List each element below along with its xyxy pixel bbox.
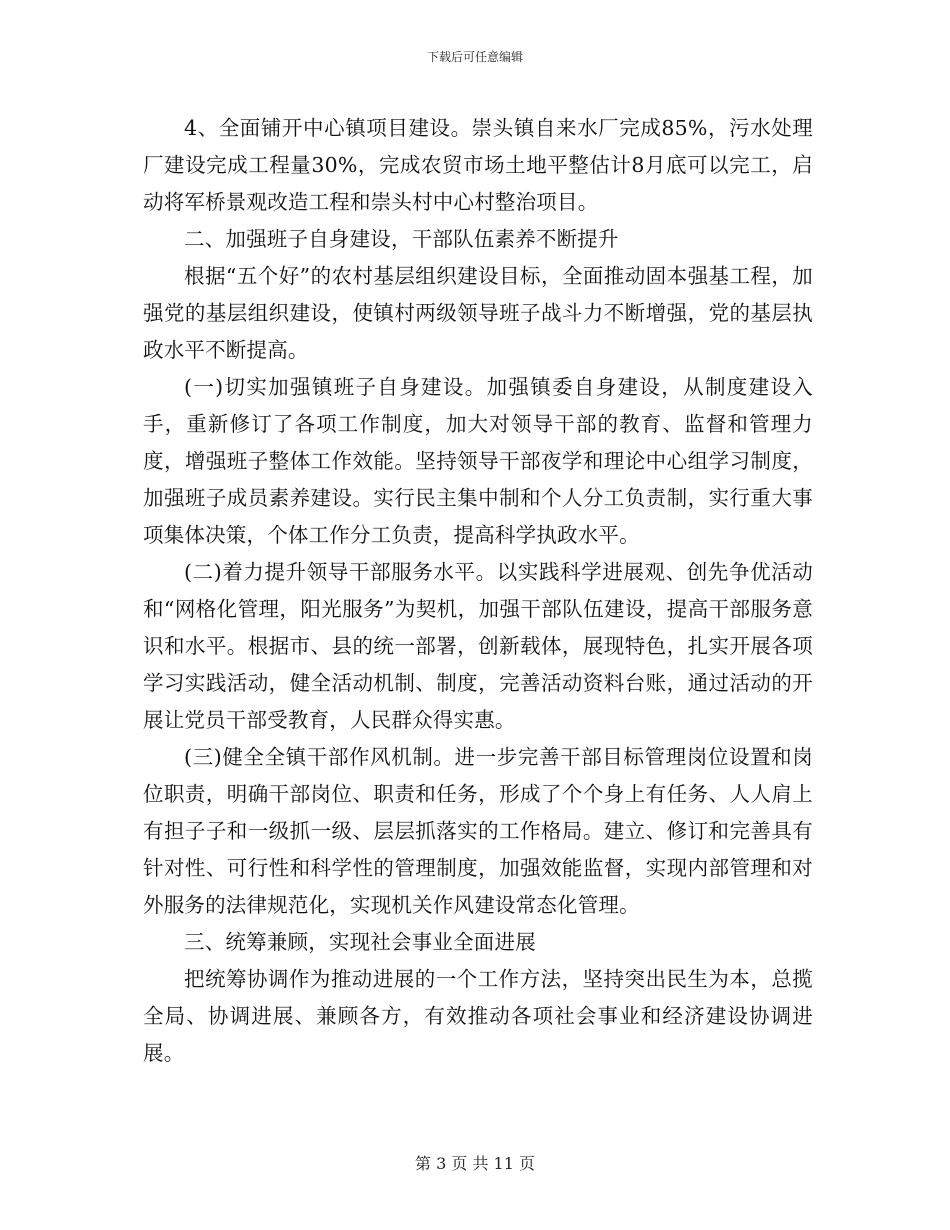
page-header-note: 下载后可任意编辑 [426,50,523,64]
paragraph-subsection-1: (一)切实加强镇班子自身建设。加强镇委自身建设，从制度建设入手，重新修订了各项工作制度，加大对领导干部的教育、监督和管理力度，增强班子整体工作效能。坚持领导干部夜学和理论中心组学习制度，加强班子成员素养建设。实行民主集中制和个人分工负责制，实行重大事项集体决策，个体工作分工负责，提高科学执政水平。 [143,375,813,547]
paragraph-item-4-town-projects: 4、全面铺开中心镇项目建设。崇头镇自来水厂完成85%，污水处理厂建设完成工程量30%，完成农贸市场土地平整估计8月底可以完工，启动将军桥景观改造工程和崇头村中心村整治项目。 [143,116,813,214]
paragraph-section-3-intro: 把统筹协调作为推动进展的一个工作方法，坚持突出民生为本，总揽全局、协调进展、兼顾各方，有效推动各项社会事业和经济建设协调进展。 [143,967,813,1065]
document-body [143,110,813,1072]
page-number: 第 3 页 共 11 页 [415,1154,535,1173]
section-heading-3: 三、统筹兼顾，实现社会事业全面进展 [184,930,536,954]
paragraph-subsection-3: (三)健全全镇干部作风机制。进一步完善干部目标管理岗位设置和岗位职责，明确干部岗位、职责和任务，形成了个个身上有任务、人人肩上有担子子和一级抓一级、层层抓落实的工作格局。建立、修订和完善具有针对性、可行性和科学性的管理制度，加强效能监督，实现内部管理和对外服务的法律规范化，实现机关作风建设常态化管理。 [143,745,813,917]
paragraph-section-2-intro: 根据“五个好”的农村基层组织建设目标，全面推动固本强基工程，加强党的基层组织建设，使镇村两级领导班子战斗力不断增强，党的基层执政水平不断提高。 [143,264,813,362]
section-heading-2: 二、加强班子自身建设，干部队伍素养不断提升 [184,227,619,251]
paragraph-subsection-2: (二)着力提升领导干部服务水平。以实践科学进展观、创先争优活动和“网格化管理，阳光服务”为契机，加强干部队伍建设，提高干部服务意识和水平。根据市、县的统一部署，创新载体，展现特色，扎实开展各项学习实践活动，健全活动机制、制度，完善活动资料台账，通过活动的开展让党员干部受教育，人民群众得实惠。 [143,560,813,732]
